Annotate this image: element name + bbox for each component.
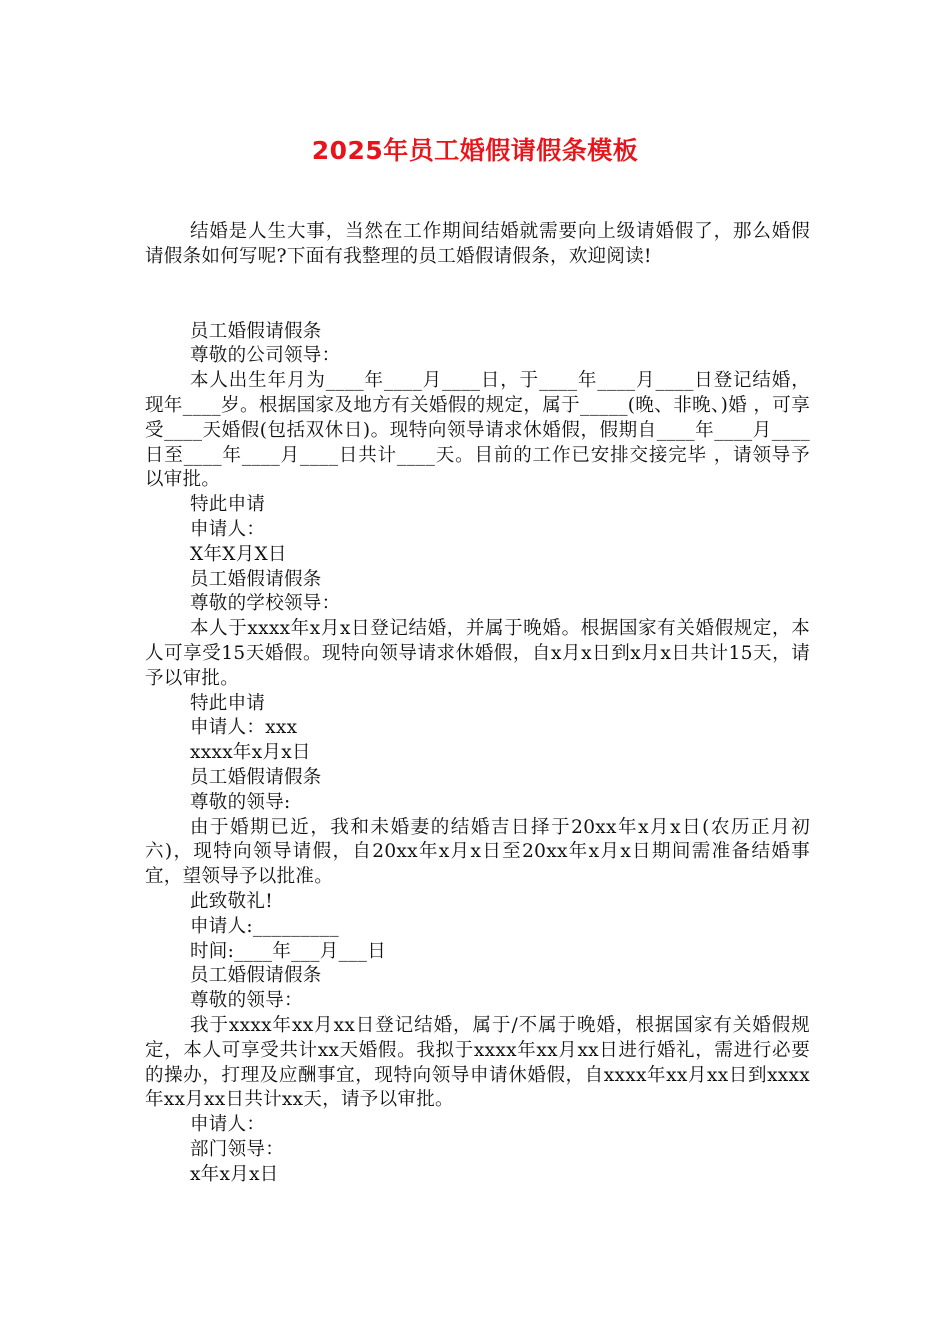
applicant-line: 申请人:_________ <box>190 915 339 937</box>
body-paragraph: 由于婚期已近，我和未婚妻的结婚吉日择于20xx年x月x日(农历正月初六)，现特向领导请假，自20xx年x月x日至20xx年x月x日期间需准备结婚事宜，望领导予以批准。 <box>145 816 810 888</box>
date-line: X年X月X日 <box>190 543 287 565</box>
salutation: 尊敬的公司领导： <box>190 345 341 367</box>
section-heading: 员工婚假请假条 <box>190 320 322 342</box>
salutation: 尊敬的学校领导： <box>190 593 341 615</box>
body-paragraph: 本人出生年月为____年____月____日，于____年____月____日登记结婚，现年____岁。根据国家及地方有关婚假的规定，属于_____(晚、非晚、)婚 ，可享受____天婚假(包括双休日)。现特向领导请求休婚假，假期自____年____月____日至____年____月____日共计____天。目前的工作已安排交接完毕 ，请领导予以审批。 <box>145 370 810 491</box>
intro-paragraph: 结婚是人生大事，当然在工作期间结婚就需要向上级请婚假了，那么婚假请假条如何写呢?下面有我整理的员工婚假请假条，欢迎阅读! <box>145 221 810 267</box>
closing-line: 特此申请 <box>190 494 266 516</box>
department-leader-line: 部门领导： <box>190 1138 285 1160</box>
date-line: xxxx年x月x日 <box>190 742 311 764</box>
applicant-line: 申请人： <box>190 518 266 540</box>
section-heading: 员工婚假请假条 <box>190 568 322 590</box>
closing-line: 此致敬礼! <box>190 890 273 912</box>
date-line: 时间:____年___月___日 <box>190 940 387 962</box>
body-paragraph: 本人于xxxx年x月x日登记结婚，并属于晚婚。根据国家有关婚假规定，本人可享受15天婚假。现特向领导请求休婚假，自x月x日到x月x日共计15天，请予以审批。 <box>145 618 810 689</box>
applicant-line: 申请人：xxx <box>190 717 298 739</box>
section-heading: 员工婚假请假条 <box>190 965 322 987</box>
salutation: 尊敬的领导： <box>190 990 303 1012</box>
closing-line: 特此申请 <box>190 692 266 714</box>
body-paragraph: 我于xxxx年xx月xx日登记结婚，属于/不属于晚婚，根据国家有关婚假规定，本人可享受共计xx天婚假。我拟于xxxx年xx月xx日进行婚礼，需进行必要的操办，打理及应酬事宜，现特向领导申请休婚假，自xxxx年xx月xx日到xxxx年xx月xx日共计xx天，请予以审批。 <box>145 1014 810 1111</box>
salutation: 尊敬的领导: <box>190 791 291 813</box>
applicant-line: 申请人： <box>190 1114 266 1136</box>
section-heading: 员工婚假请假条 <box>190 766 322 788</box>
document-title: 2025年员工婚假请假条模板 <box>311 136 639 165</box>
document-body <box>145 220 810 1187</box>
date-line: x年x月x日 <box>190 1163 279 1185</box>
